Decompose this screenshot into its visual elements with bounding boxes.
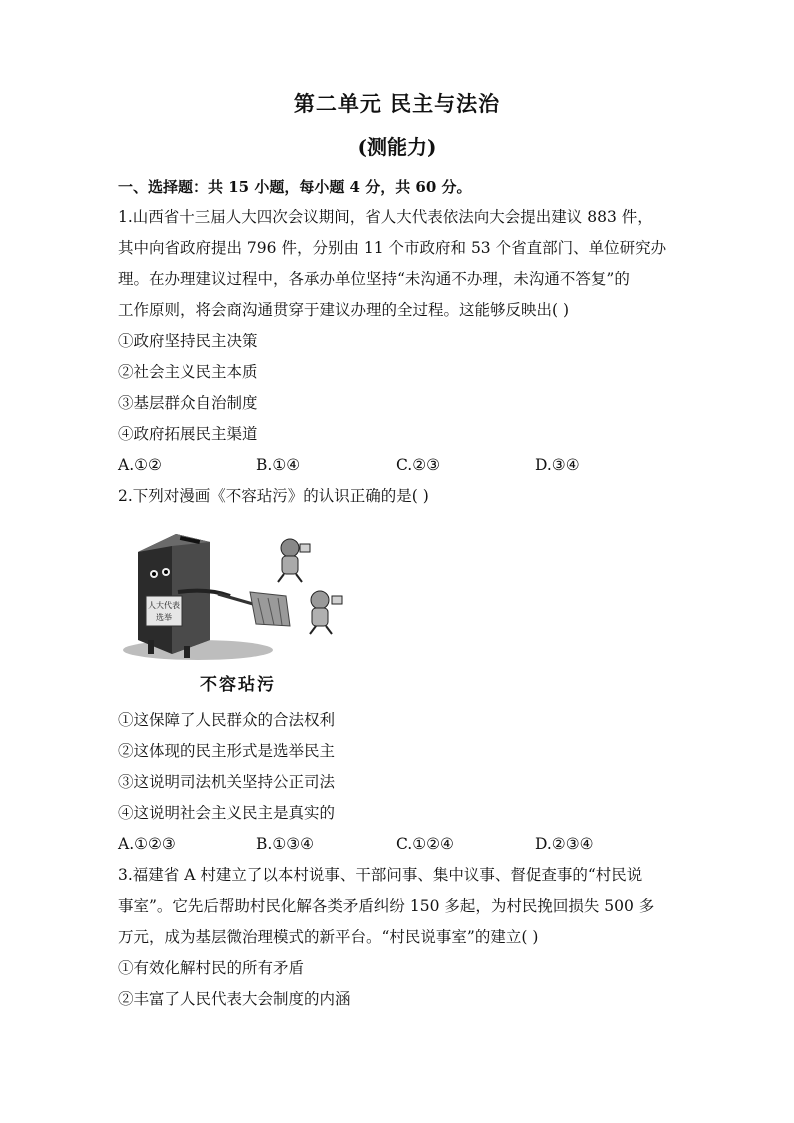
question-3-line: 万元，成为基层微治理模式的新平台。“村民说事室”的建立( ) bbox=[118, 928, 539, 946]
question-1-option-1: ①政府坚持民主决策 bbox=[118, 332, 258, 350]
ballot-box-label-1: 人大代表 bbox=[148, 601, 180, 610]
question-2-option-4: ④这说明社会主义民主是真实的 bbox=[118, 804, 336, 822]
question-1-line: 1.山西省十三届人大四次会议期间，省人大代表依法向大会提出建议 883 件， bbox=[118, 208, 653, 226]
page-subtitle: (测能力) bbox=[357, 135, 437, 159]
question-1-line: 工作原则，将会商沟通贯穿于建议办理的全过程。这能够反映出( ) bbox=[118, 301, 570, 319]
question-1-choices bbox=[118, 450, 678, 481]
choice-b: B.①④ bbox=[256, 456, 301, 474]
question-1-stem bbox=[118, 202, 678, 326]
question-3-line: 3.福建省 A 村建立了以本村说事、干部问事、集中议事、督促查事的“村民说 bbox=[118, 866, 643, 884]
question-2-choices bbox=[118, 829, 678, 860]
choice-d: D.②③④ bbox=[535, 835, 594, 853]
bribe-figure-icon bbox=[310, 591, 342, 634]
bribe-figure-icon bbox=[278, 539, 310, 582]
question-2-stem: 2.下列对漫画《不容玷污》的认识正确的是( ) bbox=[118, 487, 429, 505]
cartoon-image bbox=[118, 522, 358, 702]
question-3-stem bbox=[118, 860, 678, 953]
question-3-option-2: ②丰富了人民代表大会制度的内涵 bbox=[118, 990, 351, 1008]
question-1-option-3: ③基层群众自治制度 bbox=[118, 394, 258, 412]
ballot-box-figure bbox=[138, 534, 210, 658]
question-1-line: 理。在办理建议过程中，各承办单位坚持“未沟通不办理，未沟通不答复”的 bbox=[118, 270, 630, 288]
question-2-option-3: ③这说明司法机关坚持公正司法 bbox=[118, 773, 336, 791]
question-3-line: 事室”。它先后帮助村民化解各类矛盾纠纷 150 多起，为村民挽回损失 500 多 bbox=[118, 897, 655, 915]
page-title: 第二单元 民主与法治 bbox=[293, 91, 501, 116]
choice-a: A.①② bbox=[118, 456, 162, 474]
section-heading: 一、选择题：共 15 小题，每小题 4 分，共 60 分。 bbox=[118, 178, 472, 196]
ballot-box-label-2: 选举 bbox=[156, 613, 172, 622]
question-1-option-2: ②社会主义民主本质 bbox=[118, 363, 258, 381]
question-3-option-1: ①有效化解村民的所有矛盾 bbox=[118, 959, 305, 977]
choice-c: C.②③ bbox=[396, 456, 441, 474]
question-2-option-1: ①这保障了人民群众的合法权利 bbox=[118, 711, 336, 729]
question-2-option-2: ②这体现的民主形式是选举民主 bbox=[118, 742, 336, 760]
choice-c: C.①②④ bbox=[396, 835, 454, 853]
cartoon-caption: 不容玷污 bbox=[200, 675, 276, 695]
question-1-option-4: ④政府拓展民主渠道 bbox=[118, 425, 258, 443]
question-1-line: 其中向省政府提出 796 件，分别由 11 个市政府和 53 个省直部门、单位研究办 bbox=[118, 239, 667, 257]
choice-d: D.③④ bbox=[535, 456, 580, 474]
choice-b: B.①③④ bbox=[256, 835, 315, 853]
choice-a: A.①②③ bbox=[118, 835, 176, 853]
